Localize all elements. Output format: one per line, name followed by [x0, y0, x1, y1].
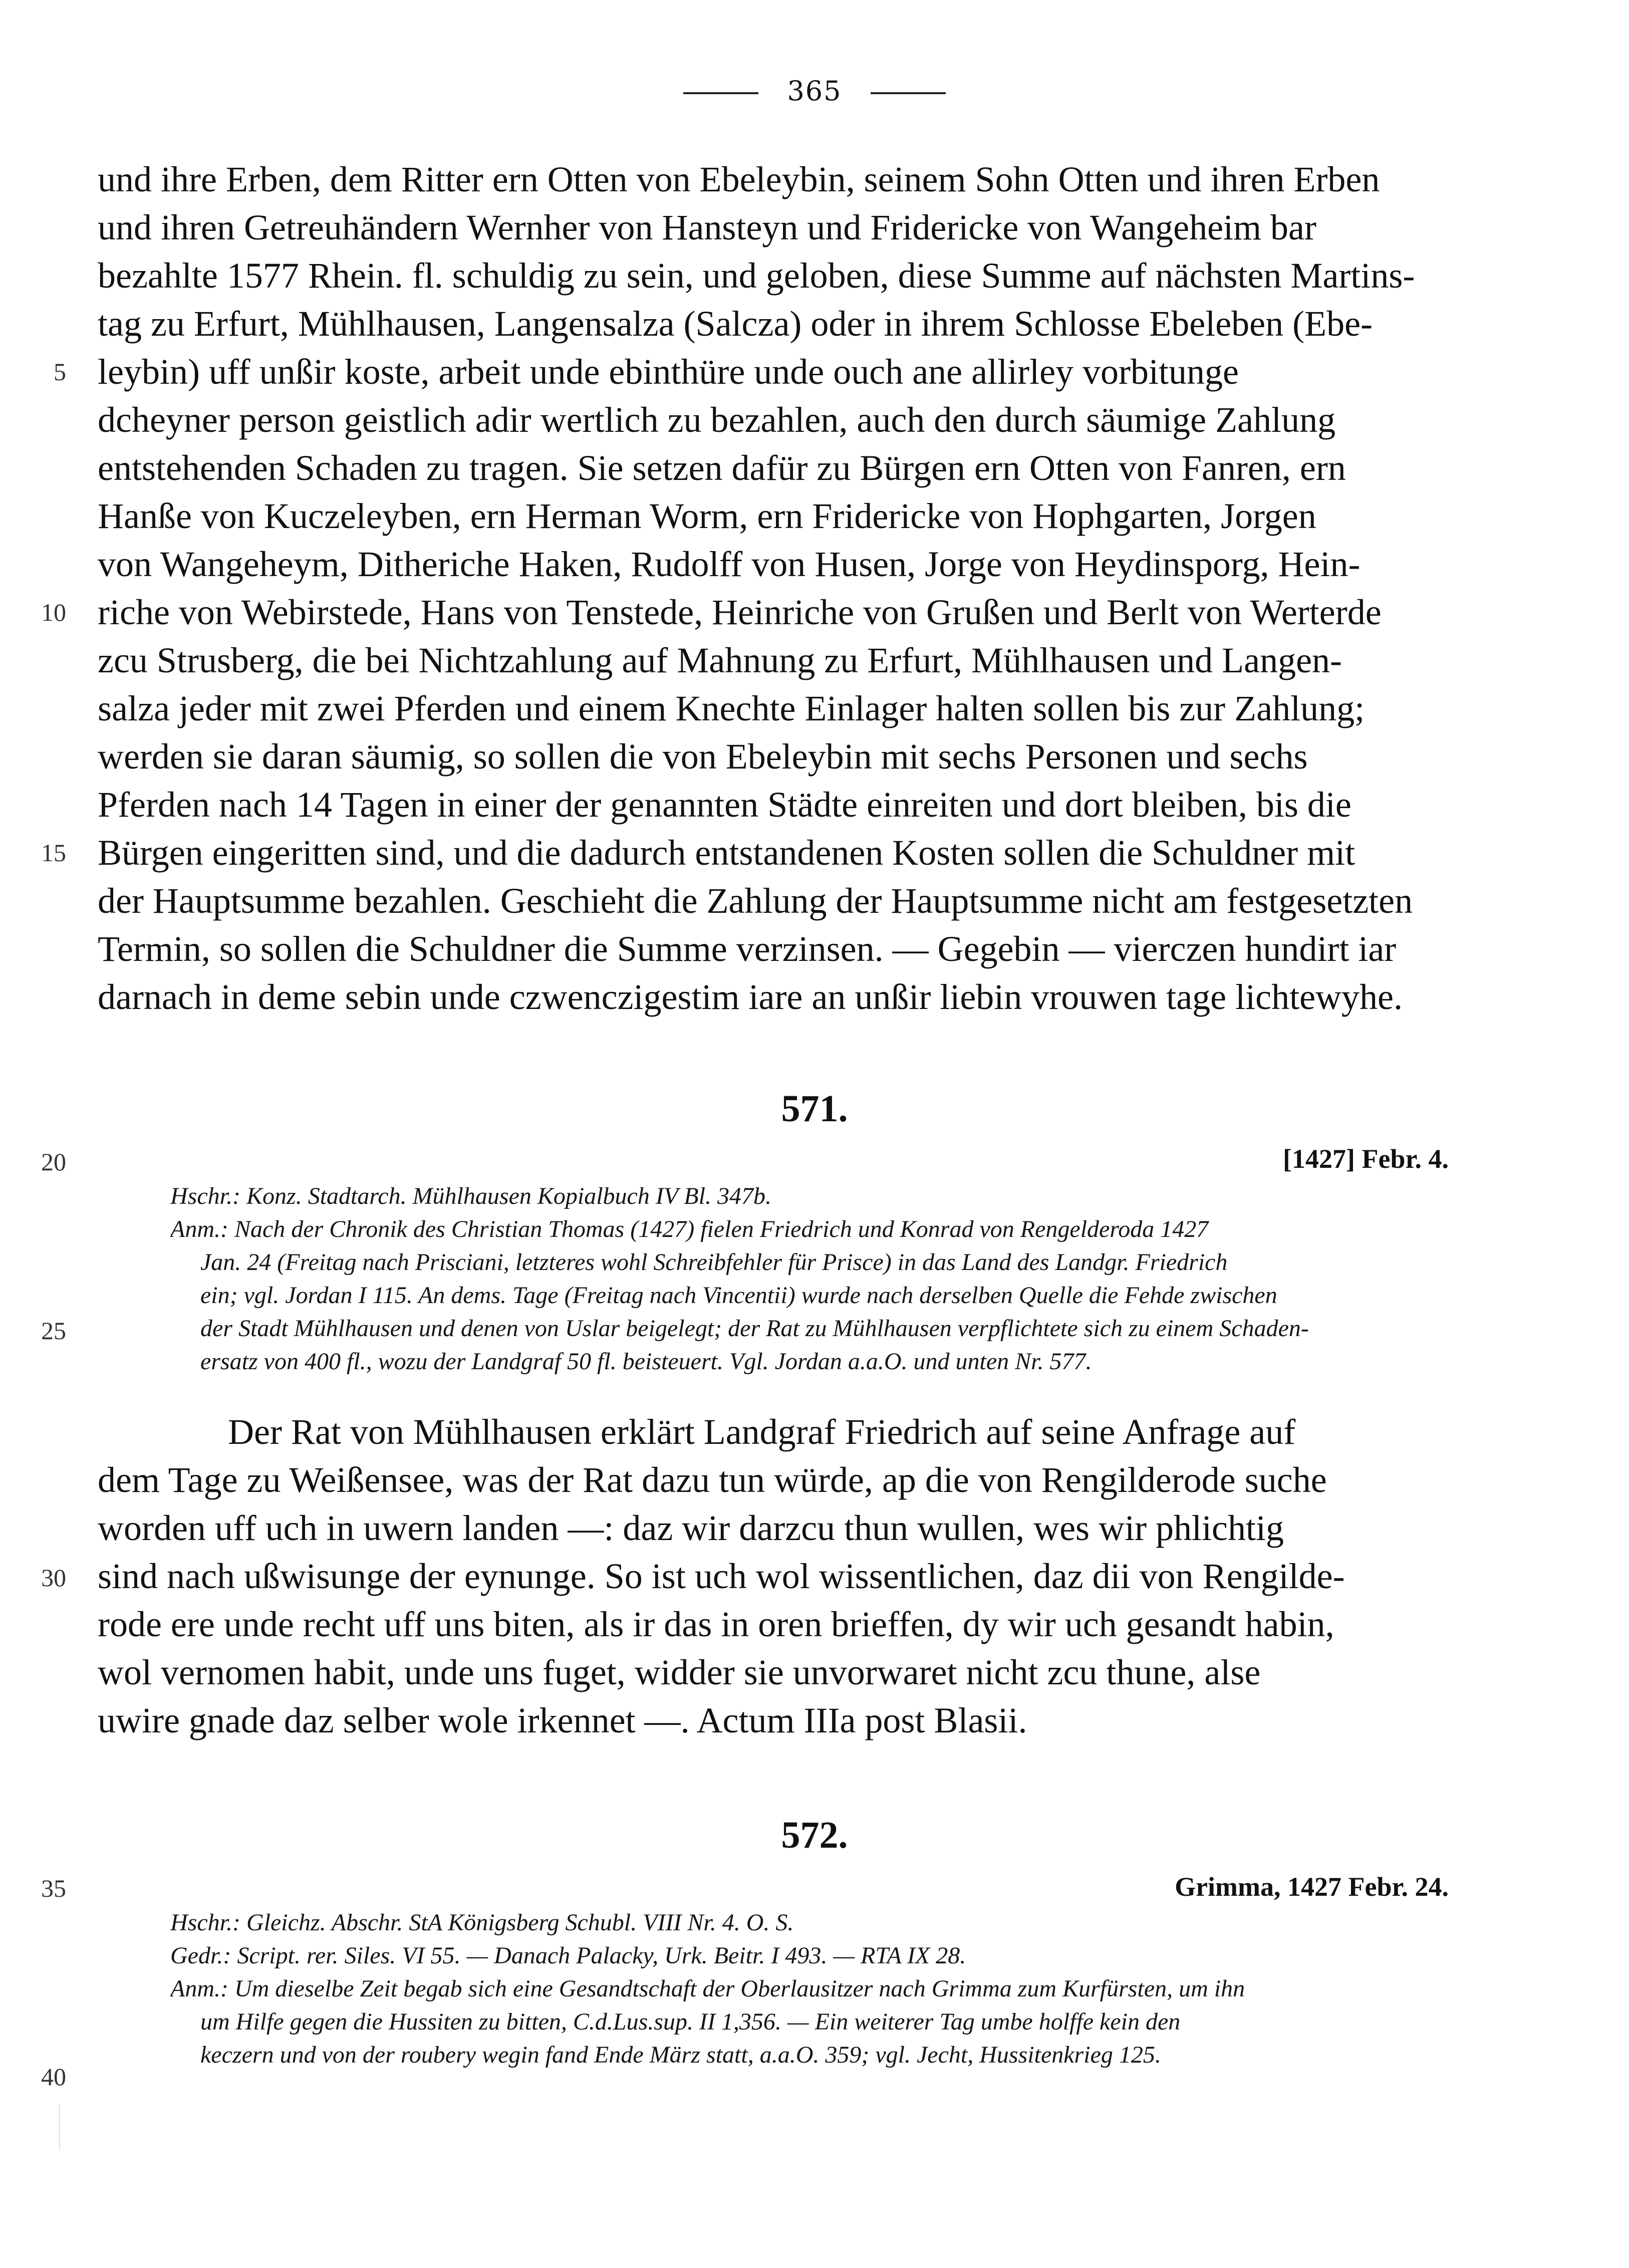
text-line: salza jeder mit zwei Pferden und einem Knechte Einlager halten sollen bis zur Zahlung;: [98, 688, 1365, 728]
annotation-line: ersatz von 400 fl., wozu der Landgraf 50 fl. beisteuert. Vgl. Jordan a.a.O. und unten Nr. 577.: [200, 1348, 1092, 1375]
document-date-572: Grimma, 1427 Febr. 24.: [1175, 1872, 1449, 1902]
text-line: Hanße von Kuczeleyben, ern Herman Worm, ern Fridericke von Hophgarten, Jorgen: [98, 496, 1316, 536]
line-number: 35: [41, 1874, 66, 1902]
line-number: 10: [41, 598, 66, 626]
text-line: tag zu Erfurt, Mühlhausen, Langensalza (Salcza) oder in ihrem Schlosse Ebeleben (Ebe-: [98, 304, 1373, 344]
text-line: uwire gnade daz selber wole irkennet —. Actum IIIa post Blasii.: [98, 1700, 1027, 1740]
text-line: Pferden nach 14 Tagen in einer der genannten Städte einreiten und dort bleiben, bis die: [98, 785, 1351, 825]
continuation-text: [98, 155, 1450, 1021]
text-line: Bürgen eingeritten sind, und die dadurch entstandenen Kosten sollen die Schuldner mit: [98, 833, 1355, 873]
manuscript-note: Hschr.: Konz. Stadtarch. Mühlhausen Kopialbuch IV Bl. 347b.: [170, 1183, 771, 1209]
text-line: worden uff uch in uwern landen —: daz wir darzcu thun wullen, wes wir phlichtig: [98, 1508, 1284, 1548]
text-line: wol vernomen habit, unde uns fuget, widder sie unvorwaret nicht zcu thune, alse: [98, 1652, 1261, 1692]
page-number: 365: [787, 75, 842, 107]
apparatus-572: [170, 1906, 1463, 2072]
text-line: Termin, so sollen die Schuldner die Summe verzinsen. — Gegebin — vierczen hundirt iar: [98, 929, 1397, 969]
text-line: entstehenden Schaden zu tragen. Sie setzen dafür zu Bürgen ern Otten von Fanren, ern: [98, 448, 1346, 488]
text-line: leybin) uff unßir koste, arbeit unde ebinthüre unde ouch ane allirley vorbitunge: [98, 352, 1239, 392]
line-number: 25: [41, 1317, 66, 1345]
text-line: werden sie daran säumig, so sollen die von Ebeleybin mit sechs Personen und sechs: [98, 736, 1308, 777]
annotation-line: der Stadt Mühlhausen und denen von Uslar beigelegt; der Rat zu Mühlhausen verpflichtete sich zu einem Schaden-: [200, 1315, 1309, 1342]
text-line: der Hauptsumme bezahlen. Geschieht die Zahlung der Hauptsumme nicht am festgesetzten: [98, 881, 1413, 921]
text-line: und ihre Erben, dem Ritter ern Otten von Ebeleybin, seinem Sohn Otten und ihren Erben: [98, 159, 1380, 199]
text-line: Der Rat von Mühlhausen erklärt Landgraf Friedrich auf seine Anfrage auf: [228, 1412, 1296, 1452]
line-number: 20: [41, 1148, 66, 1176]
line-number: 5: [54, 358, 66, 386]
manuscript-note: Hschr.: Gleichz. Abschr. StA Königsberg Schubl. VIII Nr. 4. O. S.: [170, 1909, 794, 1936]
line-number: 40: [41, 2063, 66, 2091]
document-number-572: 572.: [781, 1814, 848, 1856]
text-line: bezahlte 1577 Rhein. fl. schuldig zu sein, und geloben, diese Summe auf nächsten Martins-: [98, 256, 1415, 296]
annotation-line: Jan. 24 (Freitag nach Prisciani, letzteres wohl Schreibfehler für Prisce) in das Land des Landgr. Friedrich: [200, 1249, 1228, 1276]
print-note: Gedr.: Script. rer. Siles. VI 55. — Danach Palacky, Urk. Beitr. I 493. — RTA IX 28.: [170, 1942, 966, 1969]
text-line: und ihren Getreuhändern Wernher von Hansteyn und Fridericke von Wangeheim bar: [98, 207, 1316, 247]
margin-rule: [59, 2104, 61, 2149]
header-rule-right: [871, 92, 946, 94]
line-number: 30: [41, 1564, 66, 1592]
text-line: darnach in deme sebin unde czwenczigestim iare an unßir liebin vrouwen tage lichtewyhe.: [98, 977, 1403, 1017]
text-line: dem Tage zu Weißensee, was der Rat dazu tun würde, ap die von Rengilderode suche: [98, 1460, 1327, 1500]
header-rule-left: [683, 92, 758, 94]
text-line: von Wangeheym, Ditheriche Haken, Rudolff von Husen, Jorge von Heydinsporg, Hein-: [98, 544, 1361, 584]
annotation-line: um Hilfe gegen die Hussiten zu bitten, C.d.Lus.sup. II 1,356. — Ein weiterer Tag umbe holffe kein den: [200, 2008, 1181, 2035]
text-line: zcu Strusberg, die bei Nichtzahlung auf Mahnung zu Erfurt, Mühlhausen und Langen-: [98, 640, 1342, 680]
document-body-571: [98, 1408, 1450, 1744]
annotation-line: ein; vgl. Jordan I 115. An dems. Tage (Freitag nach Vincentii) wurde nach derselben Quelle die Fehde zwischen: [200, 1282, 1277, 1309]
annotation-line: keczern und von der roubery wegin fand Ende März statt, a.a.O. 359; vgl. Jecht, Hussitenkrieg 125.: [200, 2042, 1161, 2068]
text-line: riche von Webirstede, Hans von Tenstede, Heinriche von Grußen und Berlt von Werterde: [98, 592, 1382, 632]
apparatus-571: [170, 1180, 1463, 1378]
page-header: [0, 75, 1629, 107]
document-number-571: 571.: [781, 1088, 848, 1130]
text-line: dcheyner person geistlich adir wertlich zu bezahlen, auch den durch säumige Zahlung: [98, 400, 1336, 440]
annotation-line: Anm.: Um dieselbe Zeit begab sich eine Gesandtschaft der Oberlausitzer nach Grimma zum Kurfürsten, um ihn: [170, 1975, 1245, 2002]
line-number: 15: [41, 839, 66, 867]
document-date-571: [1427] Febr. 4.: [1283, 1144, 1449, 1174]
text-line: rode ere unde recht uff uns biten, als ir das in oren brieffen, dy wir uch gesandt habin,: [98, 1604, 1334, 1644]
annotation-line: Anm.: Nach der Chronik des Christian Thomas (1427) fielen Friedrich und Konrad von Rengelderoda 1427: [170, 1216, 1209, 1242]
text-line: sind nach ußwisunge der eynunge. So ist uch wol wissentlichen, daz dii von Rengilde-: [98, 1556, 1345, 1596]
